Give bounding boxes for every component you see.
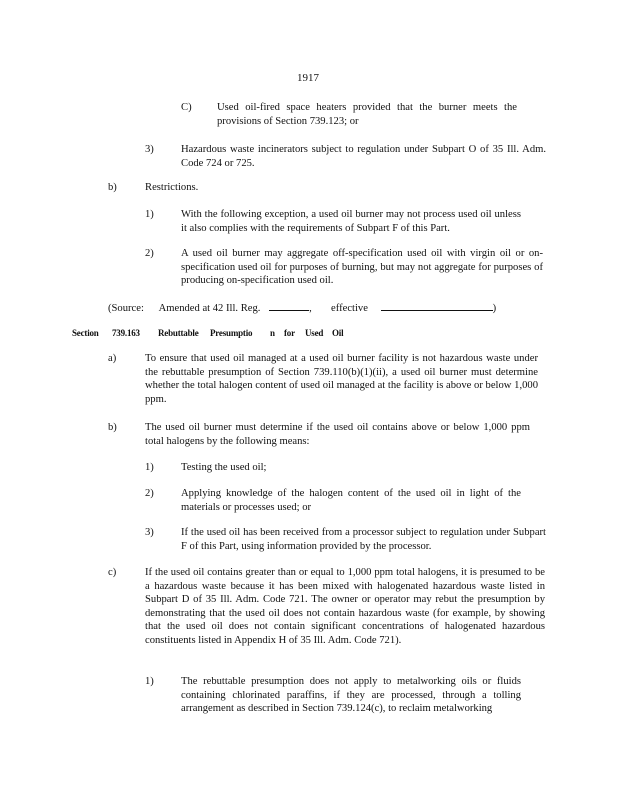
item-text: Hazardous waste incinerators subject to regulation under Subpart O of 35 Ill. Adm. Code 724 or 725. [181, 144, 546, 169]
item-label: 2) [145, 488, 154, 499]
item-text: A used oil burner may aggregate off-specification used oil with virgin oil or on-specification used oil for purposes of burning, but may not aggregate for purposes of producing on-specification used oil. [181, 248, 543, 286]
section-title-word: Rebuttable [158, 328, 199, 338]
section-title-word: Presumptio [210, 328, 253, 338]
source-comma: , [309, 303, 312, 314]
item-text: To ensure that used oil managed at a used oil burner facility is not hazardous waste under the rebuttable presumption of Section 739.110(b)(1)(ii), a used oil burner must determine whether the total halogen content of used oil managed at the facility is above or below 1,000 ppm. [145, 353, 538, 405]
section-title-word: for [284, 328, 295, 338]
register-blank [269, 300, 309, 311]
source-note [108, 300, 496, 316]
item-label: C) [181, 102, 192, 113]
item-label: a) [108, 353, 117, 364]
page-number: 1917 [297, 72, 319, 84]
section-number: 739.163 [112, 328, 140, 338]
source-close: ) [492, 303, 497, 314]
item-label: 2) [145, 248, 154, 259]
item-text: If the used oil contains greater than or equal to 1,000 ppm total halogens, it is presumed to be a hazardous waste because it has been mixed with halogenated hazardous waste listed in Subpart D of 35 Ill. Adm. Code 721. The owner or operator may rebut the presumption by demonstrating that the used oil does not contain hazardous waste (for example, by showing that the used oil does not contain significant concentrations of halogenated hazardous constituents listed in Appendix H of 35 Ill. Adm. Code 721). [145, 567, 545, 646]
item-text: Restrictions. [145, 182, 199, 193]
item-label: 1) [145, 676, 154, 687]
item-text: Used oil-fired space heaters provided that the burner meets the provisions of Section 739.123; or [217, 102, 517, 127]
section-title-word: n [270, 328, 275, 338]
item-text: Testing the used oil; [181, 462, 267, 473]
item-label: 3) [145, 527, 154, 538]
source-amended: Amended at 42 Ill. Reg. [158, 303, 261, 314]
item-text: If the used oil has been received from a processor subject to regulation under Subpart F of this Part, using information provided by the processor. [181, 527, 546, 552]
item-label: 3) [145, 144, 154, 155]
section-label: Section [72, 328, 99, 338]
item-text: With the following exception, a used oil burner may not process used oil unless it also complies with the requirements of Subpart F of this Part. [181, 209, 521, 234]
item-text: Applying knowledge of the halogen content of the used oil in light of the materials or processes used; or [181, 488, 521, 513]
item-label: 1) [145, 462, 154, 473]
section-title-word: Oil [332, 328, 344, 338]
item-label: b) [108, 182, 117, 193]
source-prefix: (Source: [108, 303, 144, 314]
item-text: The used oil burner must determine if the used oil contains above or below 1,000 ppm total halogens by the following means: [145, 422, 530, 447]
item-text: The rebuttable presumption does not apply to metalworking oils or fluids containing chlorinated paraffins, if they are processed, through a tolling arrangement as described in Section 739.124(c), to reclaim metalworking [181, 676, 521, 714]
section-title-word: Used [305, 328, 324, 338]
source-effective: effective [331, 303, 368, 314]
item-label: c) [108, 567, 117, 578]
item-label: 1) [145, 209, 154, 220]
item-label: b) [108, 422, 117, 433]
effective-date-blank [381, 300, 493, 311]
